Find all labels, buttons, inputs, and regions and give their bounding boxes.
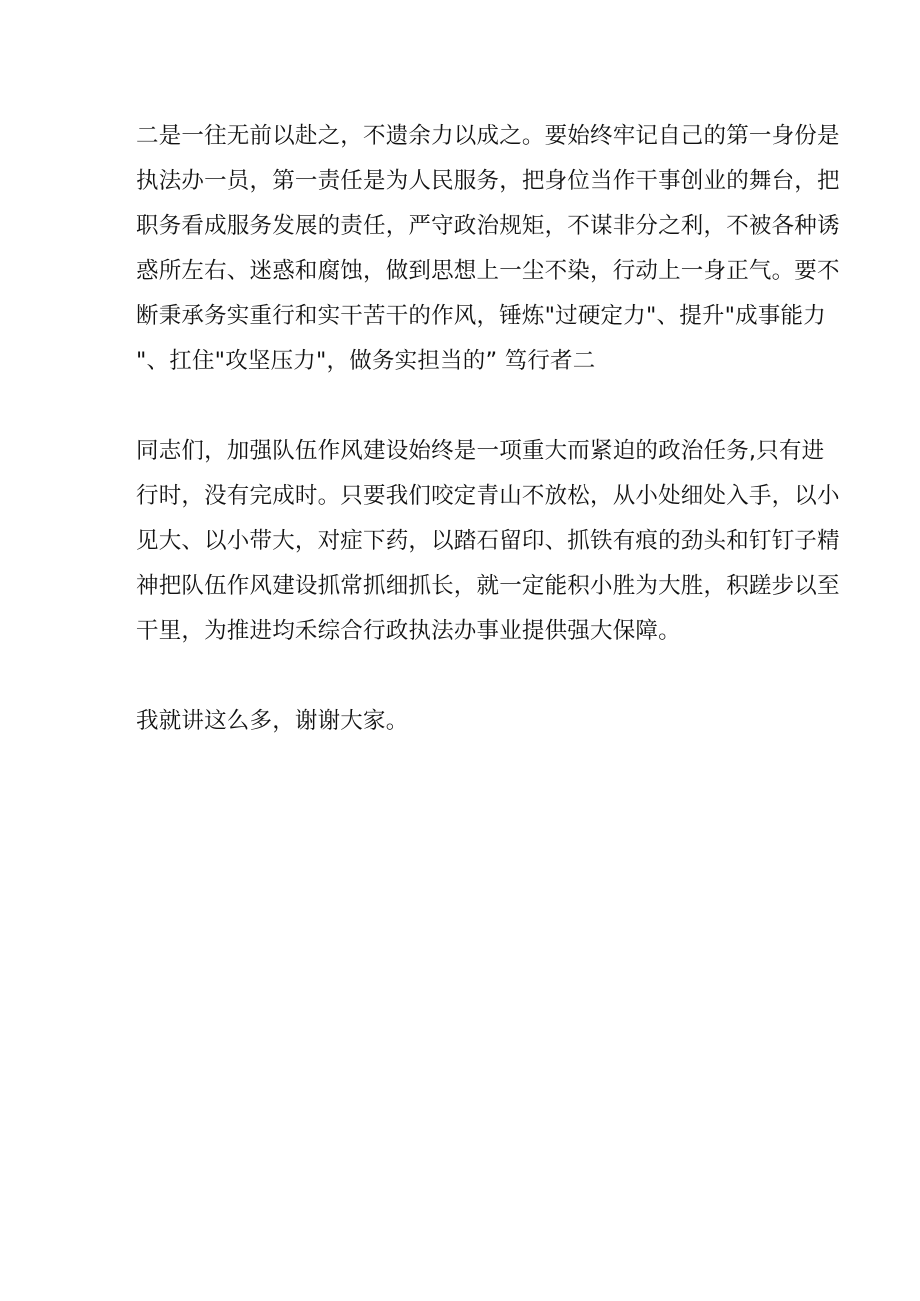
text-line: 神把队伍作风建设抓常抓细抓长，就一定能积小胜为大胜，积蹉步以至	[136, 573, 840, 599]
text-line: 断秉承务实重行和实干苦干的作风，锤炼"过硬定力"、提升"成事能力	[136, 303, 826, 329]
document-body	[136, 114, 840, 744]
text-line: 同志们，加强队伍作风建设始终是一项重大而紧迫的政治任务,只有进	[136, 438, 825, 464]
text-line: "、扛住"攻坚压力"，做务实担当的” 笃行者二	[136, 348, 596, 374]
paragraph-commitment	[136, 114, 840, 384]
paragraph-conclusion	[136, 429, 840, 654]
text-line: 职务看成服务发展的责任，严守政治规矩，不谋非分之利，不被各种诱	[136, 213, 840, 239]
text-line: 二是一往无前以赴之，不遗余力以成之。要始终牢记自己的第一身份是	[136, 123, 840, 149]
text-line: 惑所左右、迷惑和腐蚀，做到思想上一尘不染，行动上一身正气。要不	[136, 258, 840, 284]
text-line: 行时，没有完成时。只要我们咬定青山不放松，从小处细处入手，以小	[136, 483, 840, 509]
paragraph-closing	[136, 699, 800, 744]
text-line: 我就讲这么多，谢谢大家。	[136, 708, 409, 734]
text-line: 见大、以小带大，对症下药，以踏石留印、抓铁有痕的劲头和钉钉子精	[136, 528, 840, 554]
text-line: 执法办一员，第一责任是为人民服务，把身位当作干事创业的舞台，把	[136, 168, 840, 194]
text-line: 干里，为推进均禾综合行政执法办事业提供强大保障。	[136, 618, 681, 644]
